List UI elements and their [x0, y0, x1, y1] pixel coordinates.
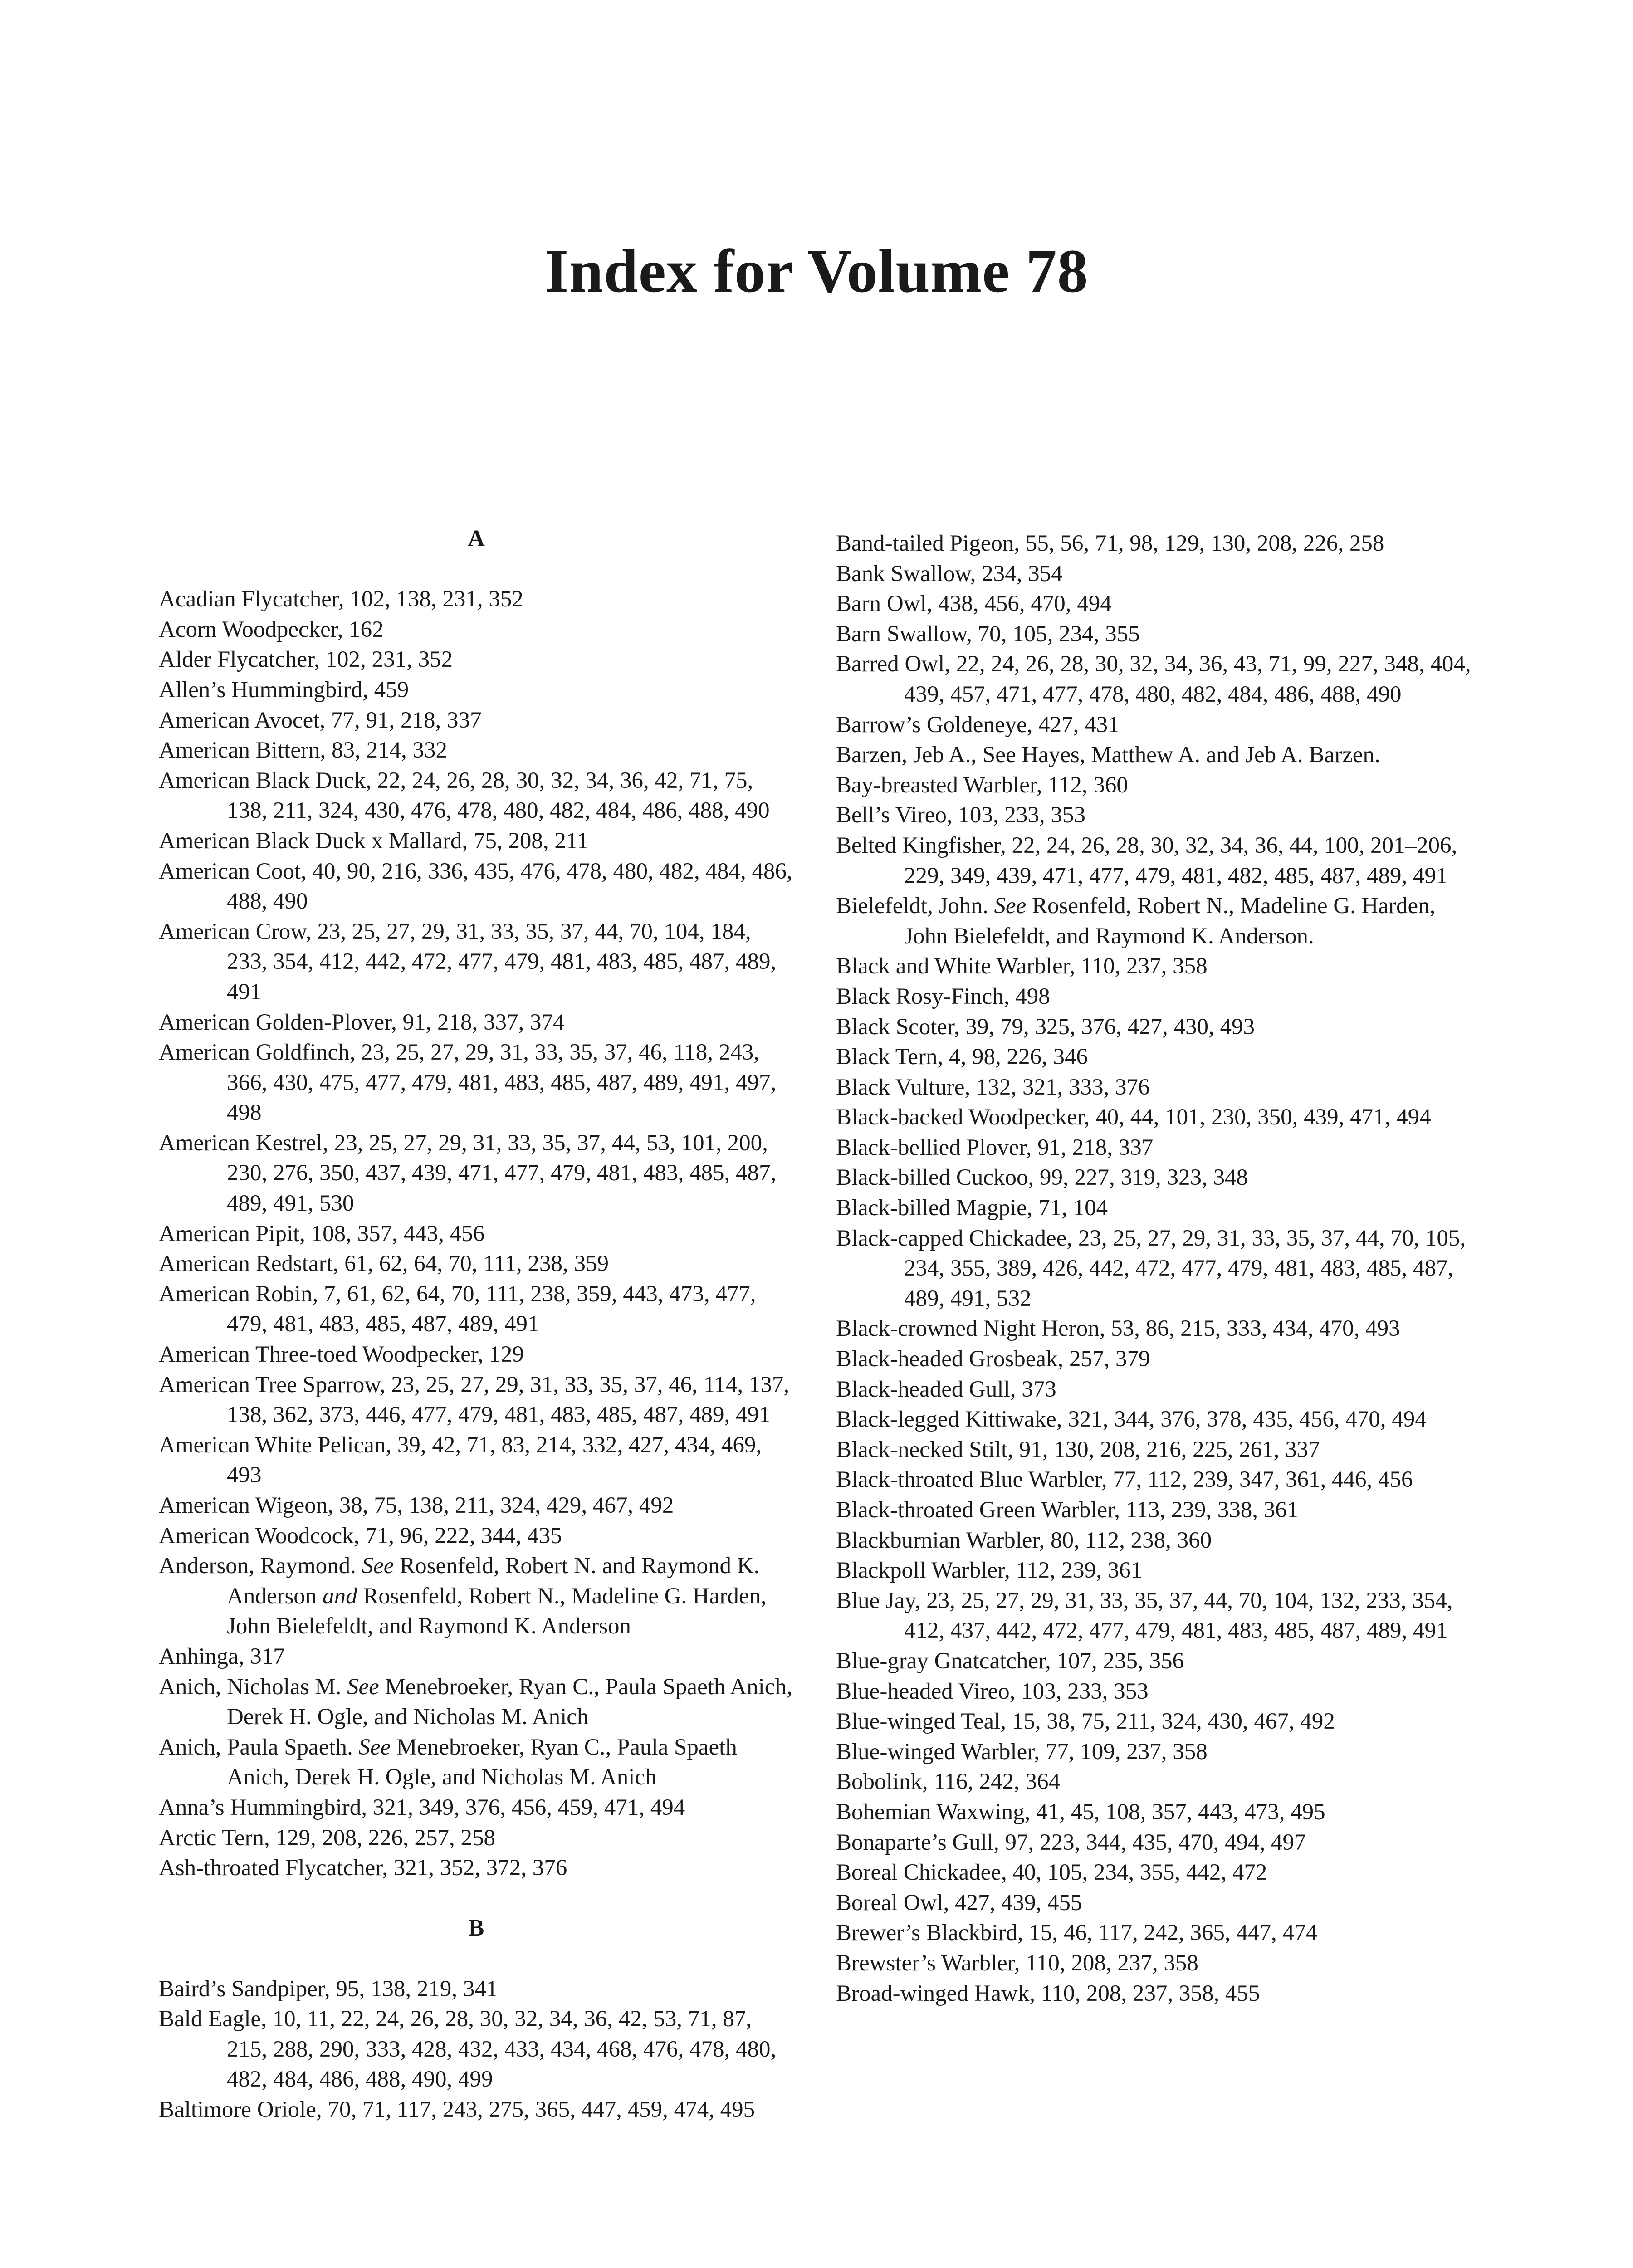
index-entry: American Woodcock, 71, 96, 222, 344, 435 [159, 1523, 562, 1549]
index-entry: Blue-winged Teal, 15, 38, 75, 211, 324, 430, 467, 492 [836, 1709, 1335, 1735]
section-heading: A [468, 526, 485, 552]
index-entry: Black-billed Magpie, 71, 104 [836, 1195, 1108, 1221]
index-entry: Boreal Owl, 427, 439, 455 [836, 1890, 1082, 1916]
index-entry: American Golden-Plover, 91, 218, 337, 374 [159, 1009, 565, 1035]
index-entry: Ash-throated Flycatcher, 321, 352, 372, 376 [159, 1855, 567, 1881]
index-entry: Black-billed Cuckoo, 99, 227, 319, 323, 348 [836, 1165, 1248, 1191]
see-reference: See [362, 1553, 394, 1579]
index-entry: Baird’s Sandpiper, 95, 138, 219, 341 [159, 1976, 498, 2002]
section-spacer [159, 1883, 794, 1914]
index-entry: American Pipit, 108, 357, 443, 456 [159, 1221, 485, 1246]
index-entry: Black-legged Kittiwake, 321, 344, 376, 378, 435, 456, 470, 494 [836, 1407, 1427, 1432]
see-reference: See [358, 1734, 391, 1760]
index-entry: Black-headed Gull, 373 [836, 1376, 1056, 1402]
index-column-left [159, 524, 794, 2125]
index-entry: Black-headed Grosbeak, 257, 379 [836, 1346, 1150, 1372]
entry-text: Anich, Nicholas M. [159, 1674, 347, 1700]
index-entry: American Redstart, 61, 62, 64, 70, 111, 238, 359 [159, 1251, 609, 1277]
index-entry: Bank Swallow, 234, 354 [836, 561, 1063, 587]
section-spacer [159, 554, 794, 585]
index-entry: Bobolink, 116, 242, 364 [836, 1769, 1060, 1795]
entry-text: Rosenfeld, Robert N., Madeline G. Harden, John Bielefeldt, and Raymond K. Anderson [227, 1583, 767, 1639]
index-entry: Arctic Tern, 129, 208, 226, 257, 258 [159, 1825, 495, 1851]
index-entry: American Black Duck, 22, 24, 26, 28, 30, 32, 34, 36, 42, 71, 75, 138, 211, 324, 430, 476, 478, 480, 482, 484, 486, 488, 490 [159, 767, 770, 824]
index-entry: American Crow, 23, 25, 27, 29, 31, 33, 35, 37, 44, 70, 104, 184, 233, 354, 412, 442, 472, 477, 479, 481, 483, 485, 487, 489, 491 [159, 919, 777, 1005]
index-entry: Black and White Warbler, 110, 237, 358 [836, 953, 1208, 979]
index-entry: Black-throated Blue Warbler, 77, 112, 239, 347, 361, 446, 456 [836, 1467, 1413, 1493]
index-entry: American Avocet, 77, 91, 218, 337 [159, 707, 482, 733]
index-entry: Blue Jay, 23, 25, 27, 29, 31, 33, 35, 37, 44, 70, 104, 132, 233, 354, 412, 437, 442, 472, 477, 479, 481, 483, 485, 487, 489, 491 [836, 1588, 1453, 1644]
index-entry: Black Vulture, 132, 321, 333, 376 [836, 1074, 1150, 1100]
index-entry: Black-bellied Plover, 91, 218, 337 [836, 1134, 1154, 1160]
index-entry: Acorn Woodpecker, 162 [159, 616, 384, 642]
index-entry: Black-throated Green Warbler, 113, 239, 338, 361 [836, 1497, 1299, 1523]
entry-text: Menebroeker, Ryan C., Paula Spaeth Anich, Derek H. Ogle, and Nicholas M. Anich [227, 1734, 737, 1790]
index-entry: Bohemian Waxwing, 41, 45, 108, 357, 443, 473, 495 [836, 1799, 1325, 1825]
entry-text: Menebroeker, Ryan C., Paula Spaeth Anich, Derek H. Ogle, and Nicholas M. Anich [227, 1674, 792, 1730]
index-entry: American Bittern, 83, 214, 332 [159, 738, 447, 763]
index-entry: Band-tailed Pigeon, 55, 56, 71, 98, 129, 130, 208, 226, 258 [836, 531, 1384, 556]
index-entry: Barn Swallow, 70, 105, 234, 355 [836, 621, 1140, 647]
index-entry: Bald Eagle, 10, 11, 22, 24, 26, 28, 30, 32, 34, 36, 42, 53, 71, 87, 215, 288, 290, 333, 428, 432, 433, 434, 468, 476, 478, 480, 482, 484, 486, 488, 490, 499 [159, 2006, 777, 2092]
index-entry: Boreal Chickadee, 40, 105, 234, 355, 442, 472 [836, 1860, 1267, 1886]
entry-text: Bielefeldt, John. [836, 893, 994, 919]
index-entry: Black Scoter, 39, 79, 325, 376, 427, 430, 493 [836, 1014, 1255, 1040]
index-entry: American Three-toed Woodpecker, 129 [159, 1342, 524, 1368]
index-entry: Black-capped Chickadee, 23, 25, 27, 29, 31, 33, 35, 37, 44, 70, 105, 234, 355, 389, 426, 442, 472, 477, 479, 481, 483, 485, 487, 489, 491, 532 [836, 1225, 1466, 1311]
entry-text: Anderson, Raymond. [159, 1553, 362, 1579]
entry-text: Rosenfeld, Robert N., Madeline G. Harden, John Bielefeldt, and Raymond K. Anderson. [904, 893, 1436, 949]
index-entry: Anhinga, 317 [159, 1643, 285, 1669]
page-title: Index for Volume 78 [544, 237, 1089, 305]
index-entry [159, 1732, 794, 1793]
index-entry: Barzen, Jeb A., See Hayes, Matthew A. and Jeb A. Barzen. [836, 742, 1380, 768]
index-entry: American Kestrel, 23, 25, 27, 29, 31, 33, 35, 37, 44, 53, 101, 200, 230, 276, 350, 437, 439, 471, 477, 479, 481, 483, 485, 487, 489, 491, 530 [159, 1130, 777, 1217]
index-entry: Barred Owl, 22, 24, 26, 28, 30, 32, 34, 36, 43, 71, 99, 227, 348, 404, 439, 457, 471, 477, 478, 480, 482, 484, 486, 488, 490 [836, 651, 1471, 707]
index-entry: Baltimore Oriole, 70, 71, 117, 243, 275, 365, 447, 459, 474, 495 [159, 2097, 755, 2122]
index-entry [836, 891, 1471, 951]
index-entry: Brewster’s Warbler, 110, 208, 237, 358 [836, 1950, 1198, 1976]
index-entry: Blue-gray Gnatcatcher, 107, 235, 356 [836, 1648, 1184, 1674]
index-entry: Black-crowned Night Heron, 53, 86, 215, 333, 434, 470, 493 [836, 1316, 1400, 1342]
index-entry: American Tree Sparrow, 23, 25, 27, 29, 31, 33, 35, 37, 46, 114, 137, 138, 362, 373, 446, 477, 479, 481, 483, 485, 487, 489, 491 [159, 1372, 790, 1428]
index-entry: Broad-winged Hawk, 110, 208, 237, 358, 455 [836, 1980, 1260, 2006]
index-entry: Allen’s Hummingbird, 459 [159, 677, 409, 703]
index-entry: American Black Duck x Mallard, 75, 208, 211 [159, 828, 589, 854]
index-column-right [836, 528, 1471, 2009]
index-entry: Acadian Flycatcher, 102, 138, 231, 352 [159, 587, 523, 612]
index-entry: American Robin, 7, 61, 62, 64, 70, 111, 238, 359, 443, 473, 477, 479, 481, 483, 485, 487, 489, 491 [159, 1281, 756, 1337]
index-entry: Belted Kingfisher, 22, 24, 26, 28, 30, 32, 34, 36, 44, 100, 201–206, 229, 349, 439, 471, 477, 479, 481, 482, 485, 487, 489, 491 [836, 832, 1457, 889]
index-entry: American Wigeon, 38, 75, 138, 211, 324, 429, 467, 492 [159, 1493, 674, 1518]
index-entry: Black-necked Stilt, 91, 130, 208, 216, 225, 261, 337 [836, 1437, 1320, 1462]
index-entry: Black-backed Woodpecker, 40, 44, 101, 230, 350, 439, 471, 494 [836, 1105, 1431, 1130]
index-entry: American Coot, 40, 90, 216, 336, 435, 476, 478, 480, 482, 484, 486, 488, 490 [159, 858, 792, 914]
section-heading: B [468, 1915, 484, 1941]
index-entry [159, 1672, 794, 1732]
index-entry: Bay-breasted Warbler, 112, 360 [836, 772, 1128, 798]
index-entry: Bonaparte’s Gull, 97, 223, 344, 435, 470, 494, 497 [836, 1829, 1306, 1855]
index-entry: Black Rosy-Finch, 498 [836, 983, 1050, 1009]
index-entry: Barrow’s Goldeneye, 427, 431 [836, 712, 1120, 738]
see-reference: See [347, 1674, 379, 1700]
index-entry: Brewer’s Blackbird, 15, 46, 117, 242, 365, 447, 474 [836, 1920, 1317, 1946]
see-reference: and [323, 1583, 357, 1609]
index-entry: American Goldfinch, 23, 25, 27, 29, 31, 33, 35, 37, 46, 118, 243, 366, 430, 475, 477, 479, 481, 483, 485, 487, 489, 491, 497, 498 [159, 1040, 777, 1126]
index-entry: Blackpoll Warbler, 112, 239, 361 [836, 1558, 1143, 1584]
index-entry [159, 1551, 794, 1642]
section-spacer [159, 1944, 794, 1974]
index-entry: Blackburnian Warbler, 80, 112, 238, 360 [836, 1527, 1212, 1553]
index-entry: Alder Flycatcher, 102, 231, 352 [159, 647, 453, 673]
entry-text: Anich, Paula Spaeth. [159, 1734, 359, 1760]
index-entry: Black Tern, 4, 98, 226, 346 [836, 1044, 1088, 1070]
see-reference: See [994, 893, 1027, 919]
index-entry: Blue-winged Warbler, 77, 109, 237, 358 [836, 1739, 1208, 1765]
index-entry: Blue-headed Vireo, 103, 233, 353 [836, 1678, 1149, 1704]
index-entry: American White Pelican, 39, 42, 71, 83, 214, 332, 427, 434, 469, 493 [159, 1432, 762, 1488]
index-entry: Barn Owl, 438, 456, 470, 494 [836, 591, 1112, 617]
index-entry: Bell’s Vireo, 103, 233, 353 [836, 802, 1085, 828]
entry-text: Rosenfeld, Robert N. and Raymond K. Anderson [227, 1553, 760, 1609]
index-entry: Anna’s Hummingbird, 321, 349, 376, 456, 459, 471, 494 [159, 1794, 685, 1820]
